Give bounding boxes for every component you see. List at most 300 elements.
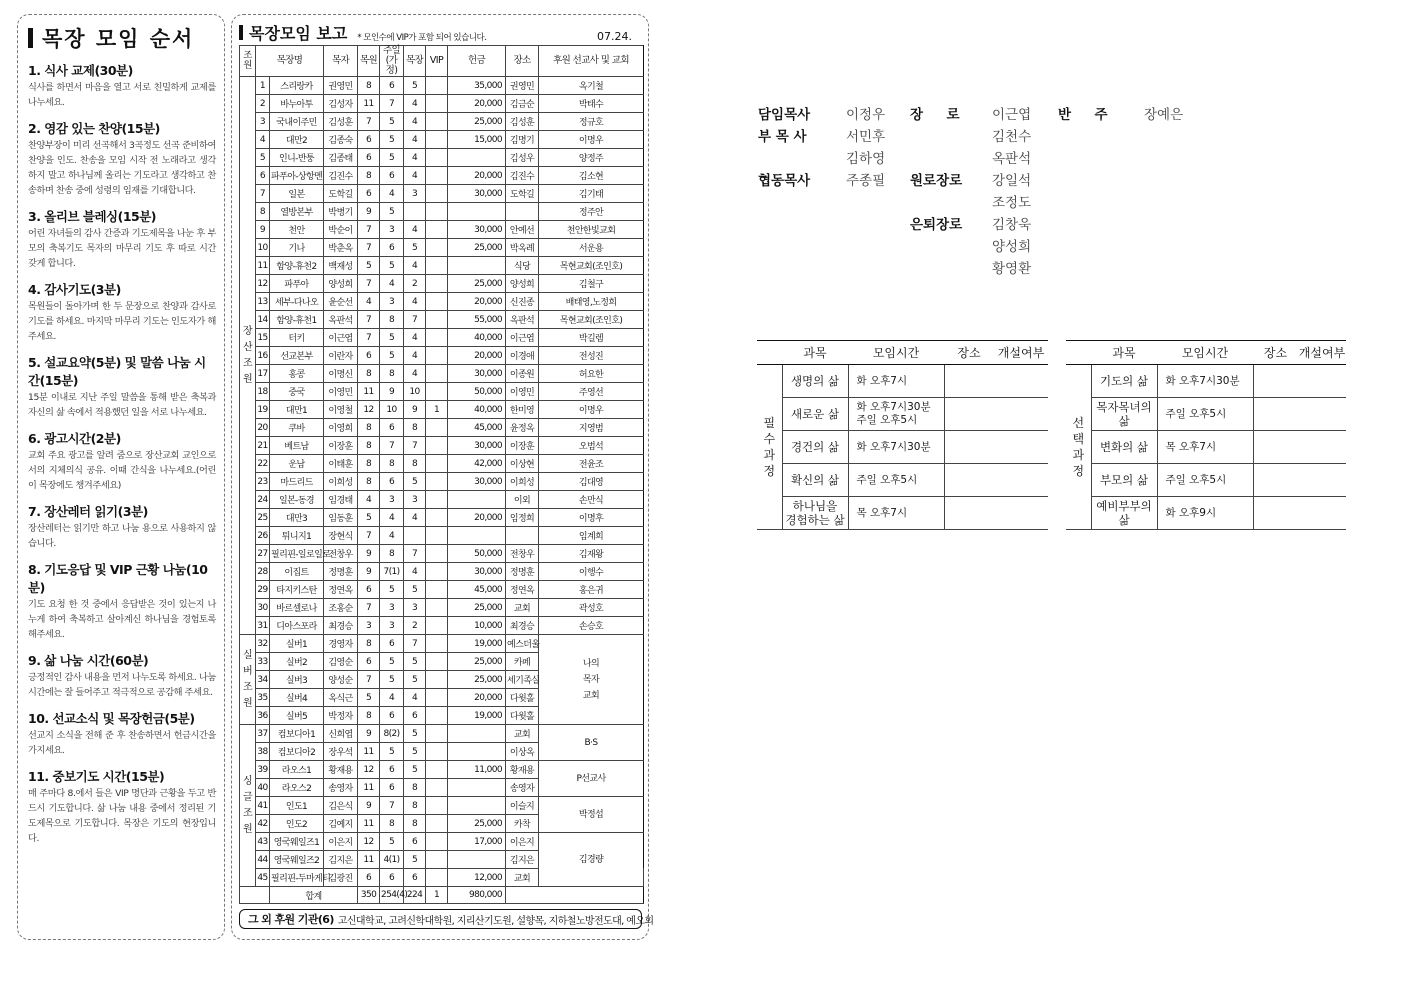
vip-count (426, 581, 448, 599)
required-courses-table (757, 340, 1048, 530)
table-row (240, 455, 644, 473)
row-number: 1 (256, 77, 270, 95)
offering-amount: 19,000 (448, 635, 506, 653)
mokjang-count: 5 (404, 761, 426, 779)
mokjang-name: 실버2 (270, 653, 324, 671)
course-place (1253, 365, 1298, 398)
members-count: 7 (358, 311, 380, 329)
merged-sponsor: B·S (539, 725, 644, 761)
order-item-heading: 1. 식사 교제(30분) (28, 63, 133, 78)
mokjang-count: 7 (404, 311, 426, 329)
members-count: 6 (358, 185, 380, 203)
vip-count (426, 311, 448, 329)
leader-name: 옥식근 (324, 689, 358, 707)
leader-name: 이영철 (324, 401, 358, 419)
order-item (28, 354, 216, 420)
total-vip: 1 (426, 887, 448, 904)
report-table-body (240, 77, 644, 904)
vip-count (426, 491, 448, 509)
course-time: 목 오후7시 (848, 497, 944, 530)
name-retired-elder: 김창욱 (992, 217, 1032, 233)
order-item (28, 208, 216, 271)
table-row (240, 797, 644, 815)
offering-amount (448, 797, 506, 815)
sponsor-name: 정규호 (539, 113, 644, 131)
course-open-status (994, 398, 1048, 431)
vip-count (426, 293, 448, 311)
leader-name: 백재성 (324, 257, 358, 275)
members-count: 12 (358, 761, 380, 779)
table-row (240, 617, 644, 635)
offering-amount (448, 743, 506, 761)
row-number: 27 (256, 545, 270, 563)
report-header (239, 21, 642, 45)
name-elder: 이근엽 (992, 107, 1032, 123)
sponsor-name: 김재왕 (539, 545, 644, 563)
sponsor-name: 홍은귀 (539, 581, 644, 599)
leader-name: 김성훈 (324, 113, 358, 131)
offering-amount (448, 491, 506, 509)
offering-amount (448, 203, 506, 221)
name-senior-pastor: 이정우 (846, 107, 886, 123)
leader-name: 이영희 (324, 419, 358, 437)
total-label: 합계 (270, 887, 358, 904)
role-senior-pastor: 담임목사 (758, 107, 811, 123)
sunday-count: 4 (380, 275, 404, 293)
table-row (240, 401, 644, 419)
mokjang-count: 4 (404, 689, 426, 707)
mokjang-count: 9 (404, 401, 426, 419)
row-number: 42 (256, 815, 270, 833)
sunday-count: 6 (380, 77, 404, 95)
place-name: 교회 (506, 725, 539, 743)
mokjang-name: 일본 (270, 185, 324, 203)
vip-count (426, 509, 448, 527)
offering-amount: 25,000 (448, 113, 506, 131)
course-time: 화 오후7시30분 (1157, 365, 1253, 398)
leader-name: 김영순 (324, 653, 358, 671)
mokjang-name: 라오스1 (270, 761, 324, 779)
sponsor-name: 전윤조 (539, 455, 644, 473)
order-item-heading: 8. 기도응답 및 VIP 근황 나눔(10분) (28, 562, 208, 595)
sponsor-name: 전성진 (539, 347, 644, 365)
row-number: 12 (256, 275, 270, 293)
mokjang-name: 바누아투 (270, 95, 324, 113)
vip-count (426, 635, 448, 653)
place-name: 김명기 (506, 131, 539, 149)
row-number: 39 (256, 761, 270, 779)
place-name: 이상옥 (506, 743, 539, 761)
members-count: 6 (358, 869, 380, 887)
mokjang-name: 세부-다나오 (270, 293, 324, 311)
leader-name: 정명훈 (324, 563, 358, 581)
leader-name: 황재용 (324, 761, 358, 779)
header-leader: 목자 (324, 46, 358, 77)
sunday-count: 5 (380, 743, 404, 761)
row-number: 16 (256, 347, 270, 365)
sponsor-name: 목현교회(조인호) (539, 257, 644, 275)
row-number: 9 (256, 221, 270, 239)
mokjang-count: 7 (404, 545, 426, 563)
vip-count (426, 221, 448, 239)
sponsor-name: 목현교회(조인호) (539, 311, 644, 329)
vip-count (426, 77, 448, 95)
sunday-count: 6 (380, 761, 404, 779)
order-item-body: 교회 주요 광고를 알려 줌으로 장산교회 교인으로서의 지체의식 공유. 이때 간식을 나누세요.(어린이 목장에도 챙겨주세요) (28, 450, 216, 491)
place-name: 김지은 (506, 851, 539, 869)
mokjang-count: 4 (404, 221, 426, 239)
mokjang-count: 7 (404, 635, 426, 653)
members-count: 8 (358, 473, 380, 491)
leader-name: 장우석 (324, 743, 358, 761)
order-item-heading: 3. 올리브 블레싱(15분) (28, 209, 156, 224)
place-name: 다윗홀 (506, 707, 539, 725)
elective-courses-table (1066, 340, 1346, 530)
place-name: 황재용 (506, 761, 539, 779)
header-place: 장소 (506, 46, 539, 77)
leader-name: 장현식 (324, 527, 358, 545)
leader-name: 이희성 (324, 473, 358, 491)
members-count: 11 (358, 743, 380, 761)
members-count: 7 (358, 671, 380, 689)
row-number: 13 (256, 293, 270, 311)
vip-count (426, 149, 448, 167)
mokjang-name: 실버5 (270, 707, 324, 725)
course-time: 목 오후7시 (1157, 431, 1253, 464)
row-number: 2 (256, 95, 270, 113)
table-row (240, 725, 644, 743)
leader-name: 김예지 (324, 815, 358, 833)
vip-count (426, 347, 448, 365)
mokjang-name: 컴보디아1 (270, 725, 324, 743)
offering-amount: 35,000 (448, 77, 506, 95)
table-row (240, 167, 644, 185)
table-row (240, 347, 644, 365)
course-row (757, 365, 1048, 398)
vip-count (426, 257, 448, 275)
leader-name: 이태훈 (324, 455, 358, 473)
order-item-body: 15분 이내로 지난 주일 말씀을 통해 받은 축복과 자신의 삶 속에서 적용했던 일을 서로 나누세요. (28, 392, 216, 418)
order-item (28, 62, 216, 110)
place-name: 예스더울 (506, 635, 539, 653)
offering-amount: 25,000 (448, 275, 506, 293)
table-row (240, 185, 644, 203)
vip-count (426, 563, 448, 581)
role-retired-elder: 은퇴장로 (910, 217, 963, 233)
role-honorary-elder: 원로장로 (910, 173, 963, 189)
title-bar-marker (28, 28, 33, 48)
header-offering: 헌금 (448, 46, 506, 77)
members-count: 8 (358, 437, 380, 455)
leader-name: 박정자 (324, 707, 358, 725)
header-group: 조원 (240, 46, 256, 77)
place-name: 이영민 (506, 383, 539, 401)
vip-count (426, 599, 448, 617)
vip-count (426, 203, 448, 221)
course-row (757, 431, 1048, 464)
vip-count (426, 527, 448, 545)
members-count: 7 (358, 527, 380, 545)
offering-amount: 11,000 (448, 761, 506, 779)
place-name: 신진종 (506, 293, 539, 311)
leader-name: 박춘옥 (324, 239, 358, 257)
leader-name: 도학길 (324, 185, 358, 203)
offering-amount: 50,000 (448, 545, 506, 563)
offering-amount: 42,000 (448, 455, 506, 473)
vip-count (426, 113, 448, 131)
total-sunday: 254(4) (380, 887, 404, 904)
course-open-status (1298, 398, 1346, 431)
sunday-count: 7 (380, 95, 404, 113)
order-item-body: 어린 자녀들의 감사 간증과 기도제목을 나눈 후 부모의 축복기도 목자의 마무리 기도 후 따로 시간 갖게 합니다. (28, 228, 216, 269)
sunday-count: 8 (380, 815, 404, 833)
order-item-heading: 2. 영감 있는 찬양(15분) (28, 121, 160, 136)
table-row (240, 833, 644, 851)
leader-name: 송영자 (324, 779, 358, 797)
course-name: 확신의 삶 (782, 464, 848, 497)
table-row (240, 383, 644, 401)
other-sponsors-label: 그 외 후원 기관(6) (248, 913, 334, 926)
table-row (240, 275, 644, 293)
sunday-count: 8 (380, 455, 404, 473)
course-time: 화 오후7시30분 (848, 431, 944, 464)
name-elder: 옥판석 (992, 151, 1032, 167)
mokjang-count: 5 (404, 653, 426, 671)
sunday-count: 3 (380, 599, 404, 617)
sunday-count: 5 (380, 671, 404, 689)
mokjang-count: 4 (404, 149, 426, 167)
mokjang-count: 5 (404, 671, 426, 689)
leader-name: 권영민 (324, 77, 358, 95)
course-time: 주일 오후5시 (1157, 398, 1253, 431)
other-sponsors-bar (239, 909, 654, 929)
sunday-count: 5 (380, 833, 404, 851)
elective-courses-body (1066, 365, 1346, 530)
vip-count (426, 671, 448, 689)
course-header-row (1066, 341, 1346, 365)
leader-name: 이근엽 (324, 329, 358, 347)
mokjang-count: 8 (404, 815, 426, 833)
offering-amount: 30,000 (448, 473, 506, 491)
sunday-count: 4 (380, 509, 404, 527)
row-number: 38 (256, 743, 270, 761)
offering-amount (448, 257, 506, 275)
members-count: 11 (358, 851, 380, 869)
mokjang-name: 인도2 (270, 815, 324, 833)
other-sponsors-list: 고신대학교, 고려신학대학원, 지리산기도원, 설향목, 지하철노방전도대, 예오회 (337, 915, 654, 927)
meeting-order-panel (17, 14, 225, 940)
course-time: 화 오후7시 (848, 365, 944, 398)
sponsor-name: 박길렘 (539, 329, 644, 347)
mokjang-count: 8 (404, 797, 426, 815)
course-name: 기도의 삶 (1091, 365, 1157, 398)
sponsor-name: 주영선 (539, 383, 644, 401)
order-item-heading: 9. 삶 나눔 시간(60분) (28, 653, 149, 668)
mokjang-count: 8 (404, 455, 426, 473)
vip-count (426, 383, 448, 401)
name-co-pastor: 주종필 (846, 173, 886, 189)
sunday-count: 5 (380, 653, 404, 671)
course-header-time: 모임시간 (848, 341, 944, 365)
leader-name: 이은지 (324, 833, 358, 851)
offering-amount: 25,000 (448, 599, 506, 617)
order-item (28, 710, 216, 758)
report-date: 07.24. (597, 30, 632, 43)
row-number: 43 (256, 833, 270, 851)
mokjang-count: 10 (404, 383, 426, 401)
sponsor-name: 배태영,노정희 (539, 293, 644, 311)
mokjang-count: 5 (404, 743, 426, 761)
place-name (506, 527, 539, 545)
report-title-text: 목장모임 보고 (249, 24, 348, 43)
course-time: 주일 오후5시 (1157, 464, 1253, 497)
place-name: 교회 (506, 599, 539, 617)
mokjang-count: 5 (404, 581, 426, 599)
offering-amount: 20,000 (448, 95, 506, 113)
row-number: 30 (256, 599, 270, 617)
course-header-open: 개설여부 (994, 341, 1048, 365)
mokjang-name: 디아스포라 (270, 617, 324, 635)
mokjang-count: 4 (404, 95, 426, 113)
table-row (240, 581, 644, 599)
header-members: 목원 (358, 46, 380, 77)
sponsor-name: 이명후 (539, 509, 644, 527)
course-category-text: 필수과정 (763, 416, 776, 478)
members-count: 4 (358, 293, 380, 311)
mokjang-count: 2 (404, 617, 426, 635)
offering-amount: 17,000 (448, 833, 506, 851)
leader-name: 김종태 (324, 149, 358, 167)
name-elder: 김천수 (992, 129, 1032, 145)
mokjang-name: 열방본부 (270, 203, 324, 221)
place-name: 옥판석 (506, 311, 539, 329)
order-item-heading: 6. 광고시간(2분) (28, 431, 121, 446)
members-count: 6 (358, 347, 380, 365)
leader-name: 박순이 (324, 221, 358, 239)
offering-amount: 45,000 (448, 419, 506, 437)
course-place (1253, 464, 1298, 497)
vip-count (426, 419, 448, 437)
table-row (240, 419, 644, 437)
mokjang-count (404, 203, 426, 221)
group-label-text: 실버조원 (242, 649, 253, 709)
offering-amount: 10,000 (448, 617, 506, 635)
course-place (944, 497, 994, 530)
name-honorary-elder: 강일석 (992, 173, 1032, 189)
table-row (240, 599, 644, 617)
vip-count (426, 779, 448, 797)
members-count: 8 (358, 365, 380, 383)
sunday-count: 6 (380, 635, 404, 653)
course-open-status (994, 464, 1048, 497)
leader-name: 임동훈 (324, 509, 358, 527)
sunday-count: 7 (380, 437, 404, 455)
leader-name: 이영민 (324, 383, 358, 401)
sponsor-name: 김대영 (539, 473, 644, 491)
members-count: 12 (358, 833, 380, 851)
leader-name: 김지은 (324, 851, 358, 869)
mokjang-name: 함양-휴천2 (270, 257, 324, 275)
role-elder: 장 로 (910, 107, 960, 123)
course-header-blank (757, 341, 782, 365)
vip-count (426, 95, 448, 113)
mokjang-count: 3 (404, 491, 426, 509)
mokjang-count: 4 (404, 131, 426, 149)
mokjang-name: 대만3 (270, 509, 324, 527)
sunday-count: 5 (380, 347, 404, 365)
members-count: 9 (358, 725, 380, 743)
members-count: 7 (358, 113, 380, 131)
vip-count (426, 365, 448, 383)
sponsor-name: 양정주 (539, 149, 644, 167)
order-item-heading: 5. 설교요약(5분) 및 말씀 나눔 시간(15분) (28, 355, 206, 388)
sunday-count: 7 (380, 797, 404, 815)
sponsor-name: 옥기철 (539, 77, 644, 95)
members-count: 11 (358, 95, 380, 113)
merged-sponsor: 김경량 (539, 833, 644, 887)
row-number: 21 (256, 437, 270, 455)
course-row (757, 497, 1048, 530)
leader-name: 양성희 (324, 275, 358, 293)
members-count: 6 (358, 653, 380, 671)
mokjang-name: 필리핀-두마게티 (270, 869, 324, 887)
report-table (239, 45, 644, 904)
course-name: 예비부부의 삶 (1091, 497, 1157, 530)
course-name: 변화의 삶 (1091, 431, 1157, 464)
place-name: 윤정옥 (506, 419, 539, 437)
vip-count (426, 617, 448, 635)
vip-count (426, 797, 448, 815)
mokjang-count: 4 (404, 563, 426, 581)
order-item-body: 기도 요청 한 것 중에서 응답받은 것이 있는지 나누게 하여 축복하고 살아계신 하나님을 경험토록 해주세요. (28, 599, 216, 640)
order-item-heading: 4. 감사기도(3분) (28, 282, 121, 297)
members-count: 5 (358, 509, 380, 527)
place-name: 양성희 (506, 275, 539, 293)
mokjang-name: 타지키스탄 (270, 581, 324, 599)
row-number: 15 (256, 329, 270, 347)
offering-amount: 20,000 (448, 167, 506, 185)
members-count: 3 (358, 617, 380, 635)
vip-count (426, 239, 448, 257)
sunday-count: 5 (380, 149, 404, 167)
row-number: 28 (256, 563, 270, 581)
leader-name: 정연옥 (324, 581, 358, 599)
members-count: 4 (358, 491, 380, 509)
table-row (240, 761, 644, 779)
place-name: 김금순 (506, 95, 539, 113)
mokjang-name: 일본-동경 (270, 491, 324, 509)
title-bar-marker (239, 25, 243, 40)
sponsor-name: 곽성호 (539, 599, 644, 617)
sunday-count: 5 (380, 131, 404, 149)
sunday-count: 4 (380, 185, 404, 203)
sunday-count: 4 (380, 527, 404, 545)
name-associate-pastor: 서민후 (846, 129, 886, 145)
leader-name: 김성자 (324, 95, 358, 113)
course-place (944, 464, 994, 497)
members-count: 8 (358, 419, 380, 437)
vip-count (426, 815, 448, 833)
members-count: 9 (358, 563, 380, 581)
sunday-count: 8 (380, 545, 404, 563)
place-name: 이희성 (506, 473, 539, 491)
table-row (240, 131, 644, 149)
members-count: 6 (358, 149, 380, 167)
row-number: 44 (256, 851, 270, 869)
table-row (240, 635, 644, 653)
sunday-count: 5 (380, 581, 404, 599)
sponsor-name: 이명우 (539, 401, 644, 419)
